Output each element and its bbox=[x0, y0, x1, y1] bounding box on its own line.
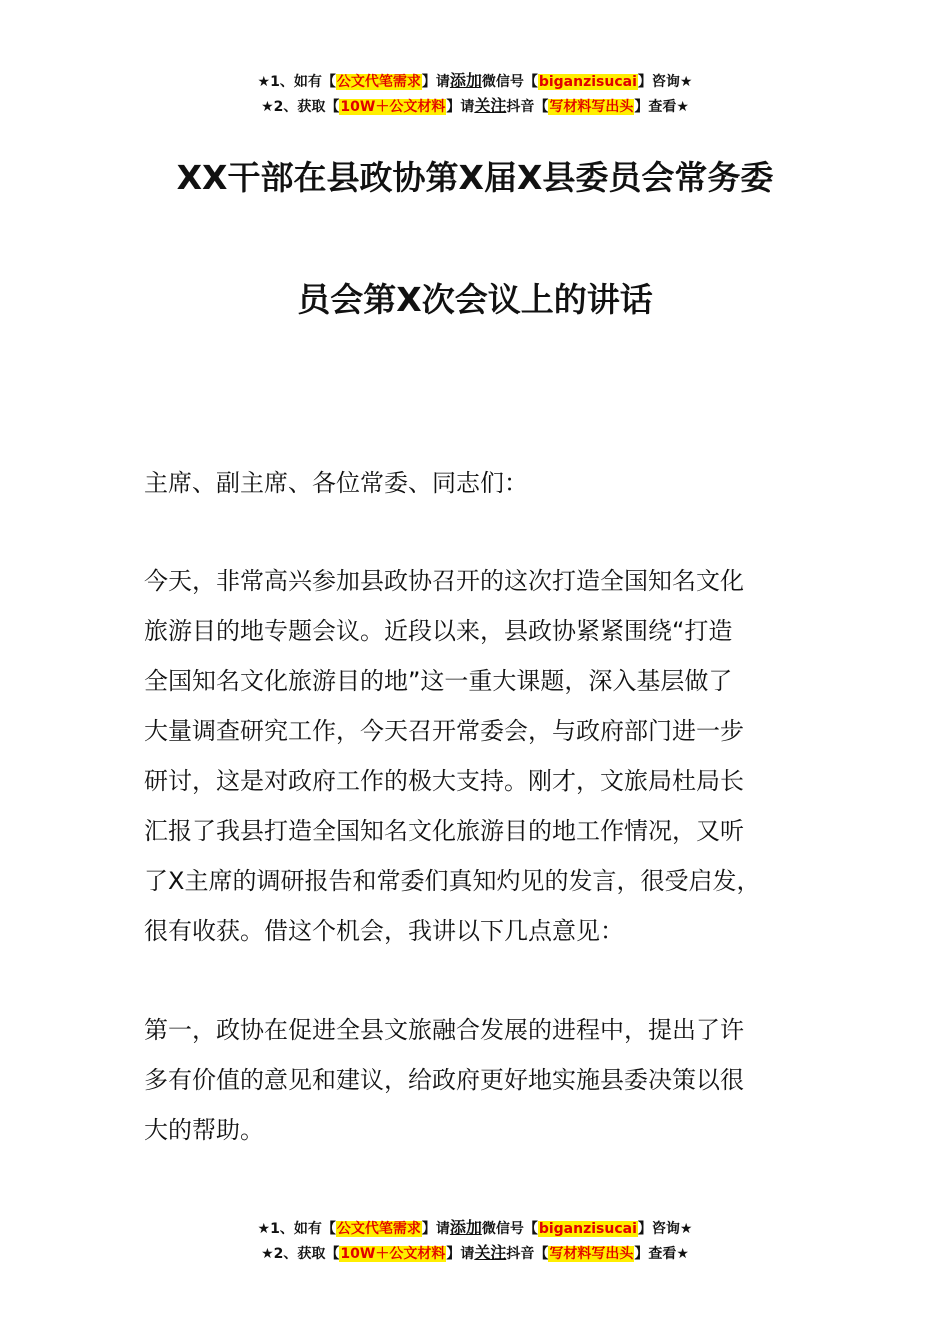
text-line: 旅游目的地专题会议。近段以来，县政协紧紧围绕“打造 bbox=[144, 617, 733, 645]
header-banner bbox=[0, 69, 950, 119]
highlight-douyin-id: 写材料写出头 bbox=[549, 99, 634, 115]
banner-line-2: ★2、获取【10W＋公文材料】请关注抖音【写材料写出头】查看★ bbox=[261, 96, 689, 115]
text-line: 第一，政协在促进全县文旅融合发展的进程中，提出了许 bbox=[144, 1016, 744, 1044]
document-title-line-2: 员会第X次会议上的讲话 bbox=[297, 280, 653, 319]
emphasis-follow: 关注 bbox=[474, 96, 507, 115]
text-line: 多有价值的意见和建议，给政府更好地实施县委决策以很 bbox=[144, 1066, 744, 1094]
highlight-materials: 10W＋公文材料 bbox=[340, 1246, 446, 1262]
text-line: 研讨，这是对政府工作的极大支持。刚才，文旅局杜局长 bbox=[144, 767, 744, 795]
text-line: 汇报了我县打造全国知名文化旅游目的地工作情况，又听 bbox=[144, 817, 744, 845]
banner-line-1: ★1、如有【公文代笔需求】请添加微信号【biganzisucai】咨询★ bbox=[257, 71, 693, 90]
text-line: 全国知名文化旅游目的地”这一重大课题，深入基层做了 bbox=[144, 667, 733, 695]
emphasis-add: 添加 bbox=[449, 1218, 482, 1237]
greeting-text: 主席、副主席、各位常委、同志们： bbox=[144, 469, 528, 497]
document-title-line-1: XX干部在县政协第X届X县委员会常务委 bbox=[176, 158, 774, 197]
footer-banner bbox=[0, 1216, 950, 1266]
paragraph-2 bbox=[144, 1005, 806, 1155]
highlight-service: 公文代笔需求 bbox=[336, 1221, 421, 1237]
highlight-service: 公文代笔需求 bbox=[336, 74, 421, 90]
text-line: 大量调查研究工作，今天召开常委会，与政府部门进一步 bbox=[144, 717, 744, 745]
highlight-wechat-id: biganzisucai bbox=[538, 74, 637, 90]
emphasis-follow: 关注 bbox=[474, 1243, 507, 1262]
text-line: 今天，非常高兴参加县政协召开的这次打造全国知名文化 bbox=[144, 567, 744, 595]
text-line: 大的帮助。 bbox=[144, 1116, 264, 1144]
banner-line-2: ★2、获取【10W＋公文材料】请关注抖音【写材料写出头】查看★ bbox=[261, 1243, 689, 1262]
highlight-douyin-id: 写材料写出头 bbox=[549, 1246, 634, 1262]
greeting bbox=[144, 458, 806, 508]
text-line: 了X主席的调研报告和常委们真知灼见的发言，很受启发， bbox=[144, 867, 761, 895]
highlight-materials: 10W＋公文材料 bbox=[340, 99, 446, 115]
text-line: 很有收获。借这个机会，我讲以下几点意见： bbox=[144, 917, 624, 945]
highlight-wechat-id: biganzisucai bbox=[538, 1221, 637, 1237]
banner-line-1: ★1、如有【公文代笔需求】请添加微信号【biganzisucai】咨询★ bbox=[257, 1218, 693, 1237]
paragraph-1 bbox=[144, 556, 806, 956]
emphasis-add: 添加 bbox=[449, 71, 482, 90]
